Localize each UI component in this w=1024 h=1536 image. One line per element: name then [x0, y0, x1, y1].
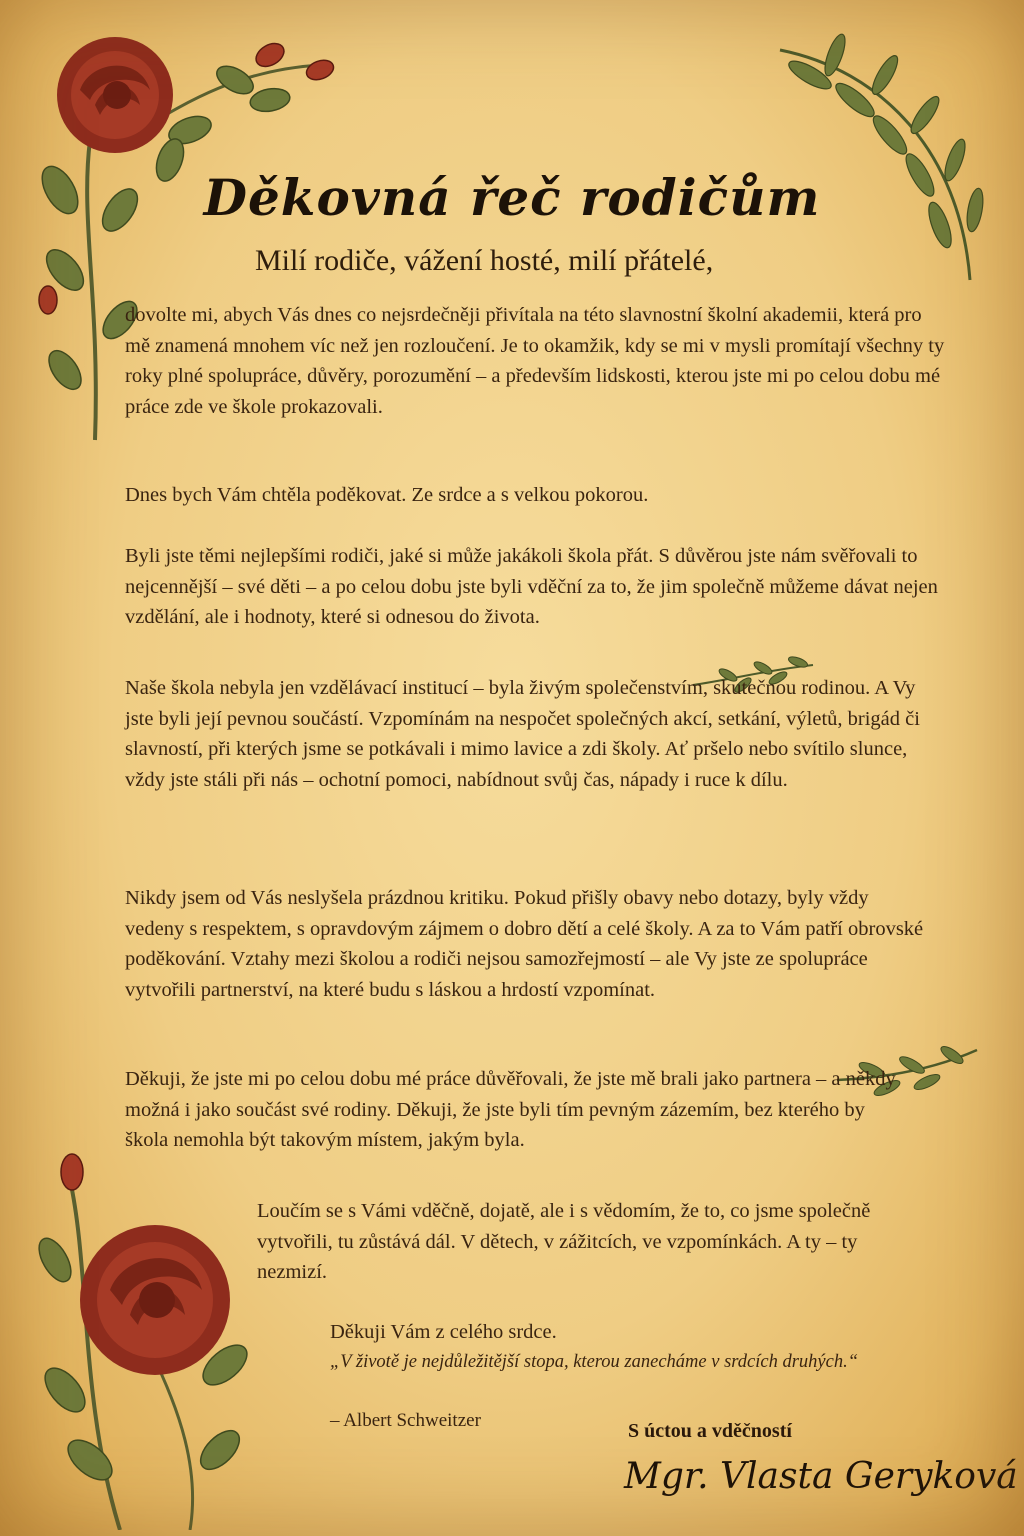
paragraph-1: dovolte mi, abych Vás dnes co nejsrdečněji přivítala na této slavnostní školní akademii, která pro mě znamená mnohem víc než jen rozloučení. Je to okamžik, kdy se mi v mysli promítají všechny ty roky plné spolupráce, důvěry, porozumění – a především lidskosti, kterou jste mi po celou dobu mé práce zde ve škole prokazovali. — [125, 304, 945, 418]
paragraph-7: Loučím se s Vámi vděčně, dojatě, ale i s vědomím, že to, co jsme společně vytvořili, tu zůstává dál. V dětech, v zážitcích, ve vzpomínkách. A ty – ty nezmizí. — [257, 1200, 871, 1283]
closing: S úctou a vděčností — [628, 1420, 792, 1442]
signature: Mgr. Vlasta Geryková — [624, 1456, 1018, 1497]
quote-author: – Albert Schweitzer — [330, 1410, 481, 1431]
paragraph-2: Dnes bych Vám chtěla poděkovat. Ze srdce a s velkou pokorou. — [125, 484, 649, 506]
paragraph-3: Byli jste těmi nejlepšími rodiči, jaké si může jakákoli škola přát. S důvěrou jste nám svěřovali to nejcennější – své děti – a po celou dobu jste byli vděční za to, že jim společně můžeme dávat nejen vzdělání, ale i hodnoty, které si odnesou do života. — [125, 545, 938, 628]
quote: „V životě je nejdůležitější stopa, kterou zanecháme v srdcích druhých.“ — [330, 1352, 859, 1372]
rose-bottom-left-icon — [30, 1150, 270, 1530]
thanks-line: Děkuji Vám z celého srdce. — [330, 1321, 557, 1343]
paragraph-5: Nikdy jsem od Vás neslyšela prázdnou kritiku. Pokud přišly obavy nebo dotazy, byly vždy vedeny s respektem, s opravdovým zájmem o dobro dětí a celé školy. A za to Vám patří obrovské poděkování. Vztahy mezi školou a rodiči nejsou samozřejmostí – ale Vy jste ze spolupráce vytvořili partnerství, na které budu s láskou a hrdostí vzpomínat. — [125, 887, 924, 1001]
paragraph-4: Naše škola nebyla jen vzdělávací institucí – byla živým společenstvím, skutečnou rodinou. A Vy jste byli její pevnou součástí. Vzpomínám na nespočet společných akcí, setkání, výletů, brigád či slavností, při kterých jsme se potkávali i mimo lavice a zdi školy. Ať pršelo nebo svítilo slunce, vždy jste stáli při nás – ochotní pomoci, nabídnout svůj čas, nápady i ruce k dílu. — [125, 677, 920, 791]
greeting: Milí rodiče, vážení hosté, milí přátelé, — [255, 244, 714, 277]
paragraph-6: Děkuji, že jste mi po celou dobu mé práce důvěřovali, že jste mě brali jako partnera – a někdy možná i jako součást své rodiny. Děkuji, že jste byli tím pevným zázemím, bez kterého by škola nemohla být takovým místem, jakým byla. — [125, 1068, 896, 1151]
page-title: Děkovná řeč rodičům — [203, 168, 821, 227]
laurel-branch-top-right-icon — [760, 30, 1000, 290]
